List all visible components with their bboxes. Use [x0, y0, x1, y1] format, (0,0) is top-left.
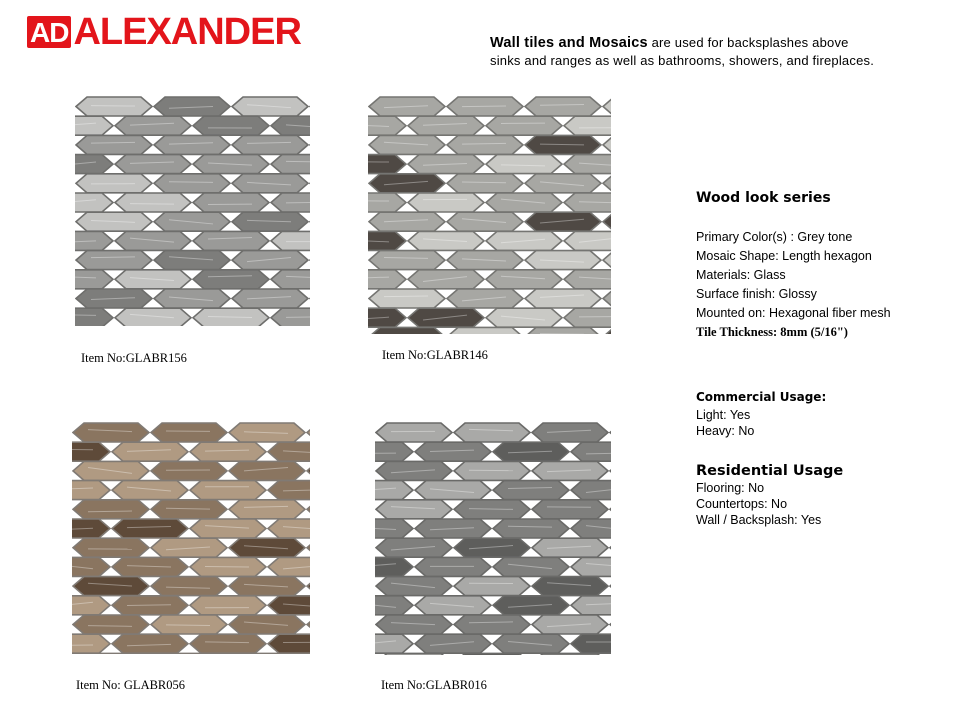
- mosaic-texture-line: [462, 106, 506, 107]
- item-caption-glabr146: Item No:GLABR146: [382, 348, 488, 362]
- intro-text-line2: sinks and ranges as well as bathrooms, showers, and fireplaces.: [490, 53, 875, 68]
- spec-primary-color: Primary Color(s) : Grey tone: [696, 230, 853, 244]
- mosaic-piece: [454, 653, 530, 655]
- mosaic-piece: [525, 174, 601, 193]
- mosaic-piece: [447, 174, 523, 193]
- mosaic-piece: [376, 653, 452, 655]
- mosaic-piece: [154, 97, 230, 116]
- mosaic-piece: [486, 116, 562, 135]
- mosaic-texture-line: [88, 626, 132, 627]
- mosaic-piece: [154, 135, 230, 154]
- mosaic-piece: [232, 289, 308, 308]
- mosaic-piece: [369, 251, 445, 270]
- mosaic-piece: [229, 500, 305, 519]
- mosaic-piece: [151, 653, 227, 654]
- brand-name: ALEXANDER: [73, 11, 301, 53]
- mosaic-piece: [154, 251, 230, 270]
- mosaic-piece: [532, 615, 608, 634]
- mosaic-piece: [486, 270, 562, 289]
- mosaic-piece: [112, 634, 188, 653]
- mosaic-piece: [76, 135, 152, 154]
- mosaic-piece: [408, 231, 484, 250]
- commercial-heavy: Heavy: No: [696, 424, 755, 438]
- mosaic-piece: [369, 135, 445, 154]
- mosaic-piece: [115, 116, 191, 135]
- intro-text-line1: are used for backsplashes above: [647, 35, 849, 50]
- mosaic-piece: [112, 557, 188, 576]
- mosaic-piece: [193, 270, 269, 289]
- mosaic-piece: [73, 538, 149, 557]
- mosaic-piece: [151, 423, 227, 442]
- mosaic-piece: [454, 423, 530, 442]
- spec-surface-finish: Surface finish: Glossy: [696, 287, 817, 301]
- tile-image-glabr156: [75, 96, 310, 326]
- mosaic-piece: [532, 577, 608, 596]
- mosaic-piece: [73, 577, 149, 596]
- mosaic-piece: [76, 251, 152, 270]
- mosaic-piece: [415, 557, 491, 576]
- mosaic-piece: [369, 212, 445, 231]
- mosaic-piece: [376, 577, 452, 596]
- spec-mounted-on: Mounted on: Hexagonal fiber mesh: [696, 306, 891, 320]
- mosaic-piece: [229, 615, 305, 634]
- spec-block: [696, 190, 946, 342]
- mosaic-piece: [115, 155, 191, 174]
- mosaic-piece: [493, 596, 569, 615]
- mosaic-piece: [190, 634, 266, 653]
- mosaic-piece: [376, 500, 452, 519]
- mosaic-piece: [564, 116, 611, 135]
- mosaic-piece: [525, 212, 601, 231]
- mosaic-piece: [112, 481, 188, 500]
- mosaic-piece: [493, 519, 569, 538]
- mosaic-piece: [73, 423, 149, 442]
- tile-image-glabr056: [72, 422, 310, 654]
- mosaic-piece: [447, 135, 523, 154]
- spec-materials: Materials: Glass: [696, 268, 786, 282]
- mosaic-piece: [154, 174, 230, 193]
- mosaic-piece: [193, 116, 269, 135]
- mosaic-piece: [73, 653, 149, 654]
- intro-lead: Wall tiles and Mosaics: [490, 35, 648, 51]
- mosaic-piece: [73, 615, 149, 634]
- mosaic-piece: [525, 251, 601, 270]
- mosaic-piece: [193, 231, 269, 250]
- brand-badge: AD: [27, 16, 71, 48]
- spec-mosaic-shape: Mosaic Shape: Length hexagon: [696, 249, 872, 263]
- intro-text: [490, 34, 930, 69]
- mosaic-piece: [369, 327, 445, 334]
- mosaic-piece: [229, 461, 305, 480]
- item-caption-glabr016: Item No:GLABR016: [381, 678, 487, 692]
- brand-logo: [27, 11, 301, 53]
- spec-tile-thickness: Tile Thickness: 8mm (5/16"): [696, 325, 848, 339]
- mosaic-piece: [115, 231, 191, 250]
- mosaic-piece: [447, 212, 523, 231]
- mosaic-piece: [525, 327, 601, 334]
- mosaic-piece: [376, 615, 452, 634]
- mosaic-piece: [408, 193, 484, 212]
- tile-image-glabr146: [368, 96, 611, 334]
- mosaic-piece: [415, 442, 491, 461]
- mosaic-piece: [408, 116, 484, 135]
- mosaic-piece: [190, 442, 266, 461]
- mosaic-piece: [369, 289, 445, 308]
- mosaic-piece: [564, 308, 611, 327]
- mosaic-texture-line: [88, 511, 132, 512]
- mosaic-texture-line: [130, 204, 174, 205]
- mosaic-piece: [232, 212, 308, 231]
- mosaic-piece: [525, 289, 601, 308]
- mosaic-piece: [447, 327, 523, 334]
- mosaic-piece: [232, 251, 308, 270]
- mosaic-piece: [376, 423, 452, 442]
- tile-image-glabr016: [375, 422, 611, 655]
- mosaic-piece: [115, 193, 191, 212]
- mosaic-piece: [564, 270, 611, 289]
- mosaic-piece: [112, 442, 188, 461]
- mosaic-texture-line: [540, 105, 584, 106]
- commercial-light: Light: Yes: [696, 408, 751, 422]
- mosaic-texture-line: [91, 142, 135, 143]
- mosaic-piece: [112, 519, 188, 538]
- mosaic-piece: [454, 538, 530, 557]
- mosaic-piece: [532, 653, 608, 655]
- residential-countertops: Countertops: No: [696, 497, 788, 511]
- mosaic-texture-line: [286, 202, 310, 203]
- mosaic-piece: [532, 423, 608, 442]
- residential-usage-heading: Residential Usage: [696, 463, 844, 479]
- mosaic-piece: [486, 155, 562, 174]
- residential-usage: [696, 463, 946, 528]
- mosaic-piece: [415, 481, 491, 500]
- mosaic-piece: [229, 653, 305, 654]
- mosaic-piece: [190, 596, 266, 615]
- mosaic-piece: [232, 135, 308, 154]
- mosaic-piece: [76, 97, 152, 116]
- mosaic-piece: [151, 538, 227, 557]
- residential-wall: Wall / Backsplash: Yes: [696, 513, 822, 527]
- item-caption-glabr156: Item No:GLABR156: [81, 351, 187, 365]
- mosaic-texture-line: [286, 317, 310, 318]
- mosaic-piece: [151, 500, 227, 519]
- mosaic-texture-line: [169, 182, 213, 183]
- mosaic-texture-line: [286, 161, 310, 162]
- mosaic-piece: [190, 519, 266, 538]
- mosaic-piece: [486, 193, 562, 212]
- commercial-usage-heading: Commercial Usage:: [696, 390, 827, 404]
- mosaic-piece: [73, 500, 149, 519]
- mosaic-piece: [115, 308, 191, 326]
- mosaic-piece: [493, 481, 569, 500]
- mosaic-piece: [454, 577, 530, 596]
- mosaic-piece: [532, 500, 608, 519]
- mosaic-piece: [151, 615, 227, 634]
- commercial-usage: [696, 389, 946, 439]
- residential-flooring: Flooring: No: [696, 481, 765, 495]
- mosaic-piece: [151, 577, 227, 596]
- series-title: Wood look series: [696, 190, 831, 206]
- mosaic-piece: [525, 97, 601, 116]
- mosaic-piece: [193, 193, 269, 212]
- mosaic-texture-line: [72, 645, 93, 646]
- mosaic-texture-line: [384, 296, 428, 297]
- mosaic-piece: [190, 481, 266, 500]
- mosaic-texture-line: [166, 625, 210, 626]
- mosaic-piece: [454, 615, 530, 634]
- mosaic-piece: [151, 461, 227, 480]
- item-caption-glabr056: Item No: GLABR056: [76, 678, 186, 692]
